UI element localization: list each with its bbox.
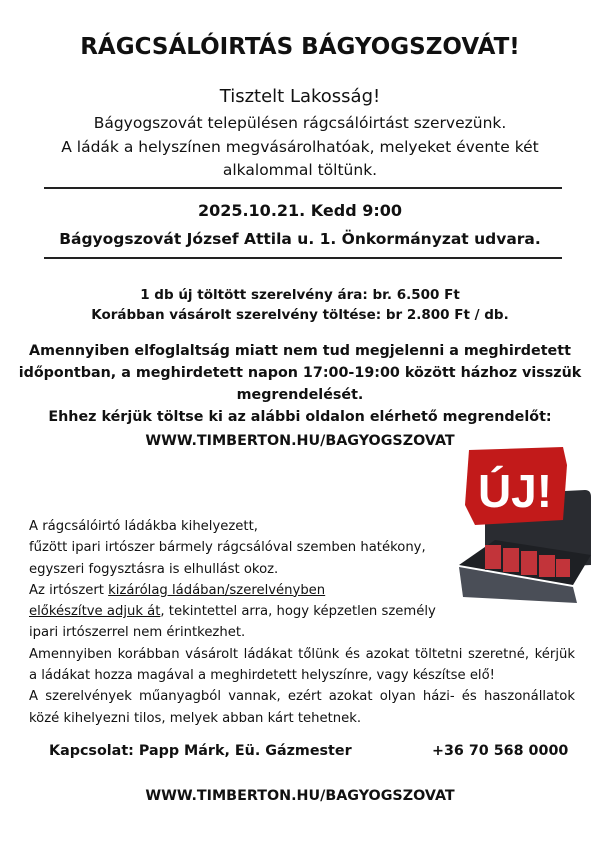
info-line: a ládákat hozza magával a meghirdetett helyszínre, vagy készítse elő!	[29, 668, 495, 684]
badge-new: ÚJ!	[477, 465, 553, 517]
order-url[interactable]: WWW.TIMBERTON.HU/BAGYOGSZOVAT	[145, 433, 455, 449]
info-line: A szerelvények műanyagból vannak, ezért azokat olyan házi- és haszonállatok	[29, 689, 575, 705]
intro-line: A ládák a helyszínen megvásárolhatóak, melyeket évente két	[61, 138, 539, 156]
greeting: Tisztelt Lakosság!	[219, 86, 381, 107]
divider	[44, 187, 562, 189]
info-line: Az irtószert kizárólag ládában/szerelvényben	[29, 582, 326, 598]
contact-name: Kapcsolat: Papp Márk, Eü. Gázmester	[49, 743, 352, 759]
delivery-line: Ehhez kérjük töltse ki az alábbi oldalon elérhető megrendelőt:	[48, 409, 552, 425]
footer-url[interactable]: WWW.TIMBERTON.HU/BAGYOGSZOVAT	[145, 788, 455, 804]
info-line: egyszeri fogysztásra is elhullást okoz.	[29, 561, 279, 577]
event-location: Bágyogszovát József Attila u. 1. Önkormányzat udvara.	[59, 230, 541, 248]
info-line: ipari irtószerrel nem érintkezhet.	[29, 625, 246, 641]
divider	[44, 257, 562, 259]
price-new: 1 db új töltött szerelvény ára: br. 6.500 Ft	[140, 287, 460, 303]
info-text	[29, 516, 575, 729]
contact-phone[interactable]: +36 70 568 0000	[432, 743, 569, 759]
intro-line: alkalommal töltünk.	[222, 161, 378, 179]
delivery-line: időpontban, a meghirdetett napon 17:00-19:00 között házhoz visszük	[18, 365, 582, 381]
event-date: 2025.10.21. Kedd 9:00	[197, 201, 403, 220]
intro-line: Bágyogszovát településen rágcsálóirtást szervezünk.	[93, 114, 507, 132]
info-line: Amennyiben korábban vásárolt ládákat tőlünk és azokat töltetni szeretné, kérjük	[29, 646, 575, 662]
price-refill: Korábban vásárolt szerelvény töltése: br 2.800 Ft / db.	[91, 307, 509, 323]
emphasis: előkészítve adjuk át	[29, 604, 161, 620]
info-line: közé kihelyezni tilos, melyek abban kárt tehetnek.	[29, 710, 362, 726]
emphasis: kizárólag ládában/szerelvényben	[108, 582, 326, 598]
delivery-line: Amennyiben elfoglaltság miatt nem tud megjelenni a meghirdetett	[29, 343, 571, 359]
info-line: fűzött ipari irtószer bármely rágcsálóval szemben hatékony,	[29, 540, 426, 556]
title: RÁGCSÁLÓIRTÁS BÁGYOGSZOVÁT!	[80, 34, 520, 60]
info-line: előkészítve adjuk át, tekintettel arra, hogy képzetlen személy	[29, 604, 436, 620]
delivery-line: megrendelését.	[236, 387, 364, 403]
info-line: A rágcsálóirtó ládákba kihelyezett,	[29, 519, 258, 534]
